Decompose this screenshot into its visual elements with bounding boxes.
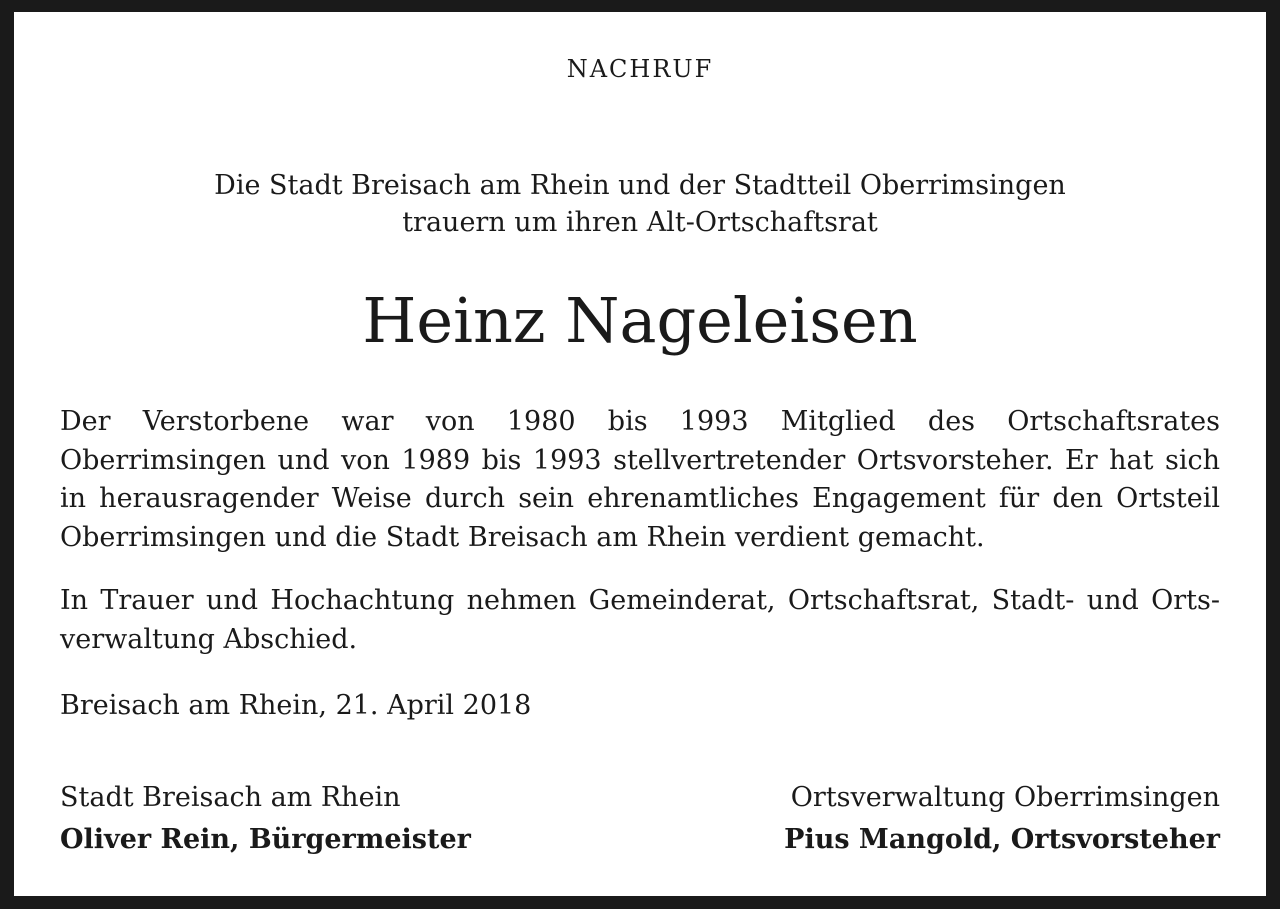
- intro-line-2: trauern um ihren Alt-Ortschaftsrat: [402, 207, 878, 238]
- intro-line-1: Die Stadt Breisach am Rhein und der Stadtteil Oberrimsingen: [214, 170, 1066, 201]
- paragraph-farewell: In Trauer und Hochachtung nehmen Gemeinderat, Ortschaftsrat, Stadt- und Ortsverwaltung Abschied.: [60, 585, 1220, 655]
- paragraph-service: Der Verstorbene war von 1980 bis 1993 Mitglied des Ortschaftsrates Oberrimsingen und von 1989 bis 1993 stellvertretender Ortsvorsteher. Er hat sich in herausragender Weise durch sein ehrenamtliches Engagement für den Ortsteil Oberrimsingen und die Stadt Breisach am Rhein verdient gemacht.: [60, 406, 1220, 553]
- signature-right-person: Pius Mangold, Ortsvorsteher: [784, 824, 1220, 855]
- notice-heading: NACHRUF: [566, 55, 714, 83]
- dateline: Breisach am Rhein, 21. April 2018: [60, 690, 532, 721]
- signature-right-organization: Ortsverwaltung Oberrimsingen: [790, 782, 1220, 813]
- intro-text: [0, 167, 1280, 241]
- deceased-name: Heinz Nageleisen: [362, 284, 918, 357]
- signature-left-person: Oliver Rein, Bürgermeister: [60, 824, 471, 855]
- signature-right: [784, 777, 1220, 861]
- signature-left-organization: Stadt Breisach am Rhein: [60, 782, 401, 813]
- signature-left: [60, 777, 471, 861]
